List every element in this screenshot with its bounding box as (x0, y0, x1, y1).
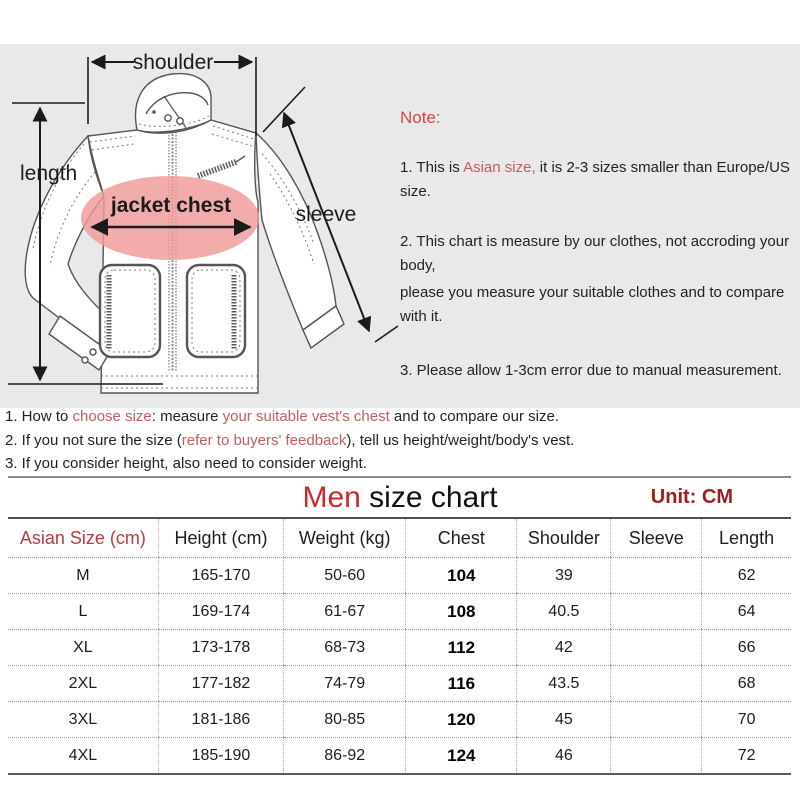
table-row (8, 738, 791, 775)
header-sleeve: Sleeve (611, 518, 702, 558)
cell-size: XL (8, 630, 158, 666)
cell-chest: 108 (406, 594, 517, 630)
diagram-panel (0, 44, 800, 408)
cell-weight: 74-79 (284, 666, 406, 702)
cell-weight: 86-92 (284, 738, 406, 775)
instruction-line: 3. If you consider height, also need to consider weight. (5, 455, 367, 472)
chart-title: Men size chart (302, 481, 498, 514)
jacket-measurement-diagram (0, 44, 400, 408)
note-line: please you measure your suitable clothes and to compare with it. (400, 284, 785, 325)
cell-height: 173-178 (158, 630, 283, 666)
cell-height: 181-186 (158, 702, 283, 738)
cell-size: M (8, 558, 158, 594)
cell-height: 165-170 (158, 558, 283, 594)
cell-chest: 112 (406, 630, 517, 666)
cell-shoulder: 46 (517, 738, 611, 775)
note-line: 2. This chart is measure by our clothes, not accroding your body, (400, 233, 790, 274)
table-row (8, 702, 791, 738)
cell-length: 64 (702, 594, 791, 630)
cell-chest: 104 (406, 558, 517, 594)
cell-weight: 61-67 (284, 594, 406, 630)
cell-sleeve (611, 630, 702, 666)
note-panel (400, 106, 790, 383)
cell-chest: 120 (406, 702, 517, 738)
cell-length: 68 (702, 666, 791, 702)
cell-size: 2XL (8, 666, 158, 702)
cell-chest: 116 (406, 666, 517, 702)
cell-height: 185-190 (158, 738, 283, 775)
cell-length: 66 (702, 630, 791, 666)
cell-sleeve (611, 702, 702, 738)
table-row (8, 594, 791, 630)
cell-shoulder: 42 (517, 630, 611, 666)
cell-height: 169-174 (158, 594, 283, 630)
cell-weight: 80-85 (284, 702, 406, 738)
length-measure-label: length (20, 162, 78, 185)
header-shoulder: Shoulder (517, 518, 611, 558)
cell-size: L (8, 594, 158, 630)
cell-length: 62 (702, 558, 791, 594)
cell-height: 177-182 (158, 666, 283, 702)
cell-shoulder: 45 (517, 702, 611, 738)
cell-sleeve (611, 594, 702, 630)
cell-sleeve (611, 738, 702, 775)
note-title: Note: (400, 108, 441, 127)
header-chest: Chest (406, 518, 517, 558)
chest-measure-label: jacket chest (110, 194, 232, 217)
cell-size: 3XL (8, 702, 158, 738)
sleeve-measure-label: sleeve (295, 203, 357, 226)
header-asian-size: Asian Size (cm) (8, 518, 158, 558)
cell-size: 4XL (68, 746, 98, 764)
table-row (8, 558, 791, 594)
table-row (8, 666, 791, 702)
header-weight: Weight (kg) (284, 518, 406, 558)
cell-sleeve (611, 558, 702, 594)
cell-shoulder: 40.5 (517, 594, 611, 630)
shoulder-measure-label: shoulder (132, 51, 214, 74)
cell-weight: 68-73 (284, 630, 406, 666)
header-length: Length (702, 518, 791, 558)
note-line: 1. This is Asian size, it is 2-3 sizes smaller than Europe/US size. (400, 159, 790, 200)
header-height: Height (cm) (158, 518, 283, 558)
chart-title-band (0, 478, 800, 517)
cell-length: 70 (702, 702, 791, 738)
cell-shoulder: 39 (517, 558, 611, 594)
cell-chest: 124 (406, 738, 517, 775)
chest-highlight-ellipse (81, 176, 259, 260)
fit-instructions (5, 405, 792, 476)
instruction-line: 2. If you not sure the size (refer to buyers' feedback), tell us height/weight/body's vest. (5, 431, 575, 449)
cell-sleeve (611, 666, 702, 702)
note-line: 3. Please allow 1-3cm error due to manual measurement. (400, 362, 782, 379)
unit-label: Unit: CM (650, 486, 733, 508)
table-header-row (8, 518, 791, 558)
size-table (8, 517, 791, 775)
cell-weight: 50-60 (284, 558, 406, 594)
cell-shoulder: 43.5 (517, 666, 611, 702)
instruction-line: 1. How to choose size: measure your suitable vest's chest and to compare our size. (5, 408, 559, 425)
cell-length: 72 (702, 738, 791, 775)
table-row (8, 630, 791, 666)
